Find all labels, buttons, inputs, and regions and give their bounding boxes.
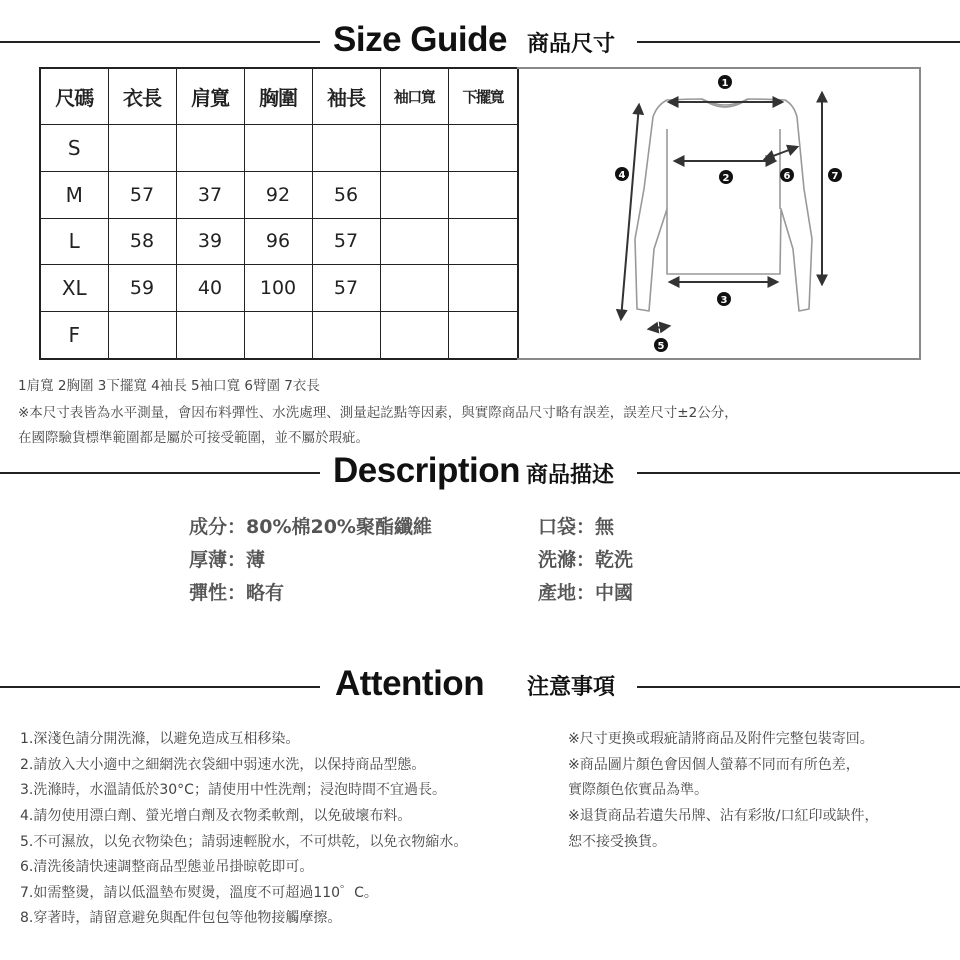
table-row [40, 311, 518, 359]
care-instruction-item: 6.清洗後請快速調整商品型態並吊掛晾乾即可。 [20, 859, 314, 875]
return-policy-item: 實際顏色依實品為準。 [568, 782, 708, 798]
table-cell [380, 172, 448, 219]
header-cell-hem: 下擺寬 [448, 68, 518, 125]
table-cell [176, 311, 244, 359]
care-instruction-item: 4.請勿使用漂白劑、螢光增白劑及衣物柔軟劑，以免破壞布料。 [20, 808, 412, 824]
marker-3-icon [717, 292, 731, 306]
arm-circumference-arrow [765, 147, 797, 159]
header-cell-length: 衣長 [108, 68, 176, 125]
care-instruction-item: 2.請放入大小適中之細網洗衣袋細中弱速水洗，以保持商品型態。 [20, 757, 426, 773]
header-cell-sleeve: 袖長 [312, 68, 380, 125]
table-cell: 100 [244, 265, 312, 312]
marker-2-icon [719, 170, 733, 184]
svg-text:3: 3 [720, 295, 728, 306]
marker-5-icon [654, 338, 668, 352]
size-guide-title: Size Guide [333, 20, 507, 59]
header-cell-shoulder: 肩寬 [176, 68, 244, 125]
table-cell [312, 125, 380, 172]
table-cell: 96 [244, 218, 312, 265]
garment-measurement-diagram [517, 67, 921, 360]
table-cell: F [40, 311, 108, 359]
table-cell: 59 [108, 265, 176, 312]
header-cell-cuff: 袖口寬 [380, 68, 448, 125]
svg-text:2: 2 [722, 173, 730, 184]
svg-text:4: 4 [618, 170, 626, 181]
care-instruction-item: 5.不可濕放，以免衣物染色；請弱速輕脫水，不可烘乾，以免衣物縮水。 [20, 834, 468, 850]
origin-info: 產地：中國 [538, 582, 634, 604]
size-guide-rule-right [637, 41, 960, 43]
table-cell [448, 125, 518, 172]
marker-1-icon [718, 75, 732, 89]
description-title: Description [333, 451, 521, 490]
table-cell: 39 [176, 218, 244, 265]
washing-info: 洗滌：乾洗 [538, 549, 634, 571]
size-table [39, 67, 519, 360]
table-cell [448, 311, 518, 359]
table-cell: M [40, 172, 108, 219]
measurement-note-line-2: 在國際驗貨標準範圍都是屬於可接受範圍，並不屬於瑕疵。 [18, 430, 369, 446]
table-cell [108, 125, 176, 172]
table-cell [448, 265, 518, 312]
attention-rule-right [637, 686, 960, 688]
table-cell [380, 311, 448, 359]
header-cell-chest: 胸圍 [244, 68, 312, 125]
marker-6-icon [780, 168, 794, 182]
marker-4-icon [615, 167, 629, 181]
elasticity-info: 彈性：略有 [189, 582, 285, 604]
long-sleeve-shirt-icon [517, 69, 921, 362]
table-cell: 57 [108, 172, 176, 219]
table-cell [244, 311, 312, 359]
size-guide-rule-left [0, 41, 320, 43]
table-cell: 57 [312, 218, 380, 265]
table-cell [312, 311, 380, 359]
table-cell: XL [40, 265, 108, 312]
table-cell [380, 218, 448, 265]
table-cell: 57 [312, 265, 380, 312]
table-cell: 37 [176, 172, 244, 219]
table-cell [448, 172, 518, 219]
table-cell [244, 125, 312, 172]
table-row [40, 218, 518, 265]
return-policy-item: ※退貨商品若遺失吊牌、沾有彩妝/口紅印或缺件， [568, 808, 879, 824]
size-guide-subtitle: 商品尺寸 [527, 32, 616, 57]
svg-text:5: 5 [657, 341, 665, 352]
description-subtitle: 商品描述 [526, 463, 615, 488]
description-rule-right [637, 472, 960, 474]
table-cell: 56 [312, 172, 380, 219]
pocket-info: 口袋：無 [538, 516, 615, 538]
care-instruction-item: 1.深淺色請分開洗滌，以避免造成互相移染。 [20, 731, 300, 747]
measurement-legend: 1肩寬 2胸圍 3下擺寬 4袖長 5袖口寬 6臂圍 7衣長 [18, 378, 320, 394]
thickness-info: 厚薄：薄 [189, 549, 266, 571]
table-cell: L [40, 218, 108, 265]
size-table-header-row [40, 68, 518, 125]
return-policy-item: ※尺寸更換或瑕疵請將商品及附件完整包裝寄回。 [568, 731, 874, 747]
svg-text:1: 1 [721, 78, 729, 89]
svg-text:7: 7 [831, 171, 839, 182]
measurement-note-line-1: ※本尺寸表皆為水平測量，會因布料彈性、水洗處理、測量起訖點等因素，與實際商品尺寸略有誤差，誤差尺寸±2公分， [18, 405, 738, 421]
description-rule-left [0, 472, 320, 474]
table-cell [380, 125, 448, 172]
table-row [40, 172, 518, 219]
table-cell [380, 265, 448, 312]
table-cell: 40 [176, 265, 244, 312]
cuff-width-arrow [649, 326, 669, 329]
care-instruction-item: 3.洗滌時，水溫請低於30°C；請使用中性洗劑；浸泡時間不宜過長。 [20, 782, 446, 798]
return-policy-item: ※商品圖片顏色會因個人螢幕不同而有所色差， [568, 757, 860, 773]
care-instruction-item: 7.如需整燙，請以低溫墊布熨燙，溫度不可超過110゜C。 [20, 885, 378, 901]
attention-subtitle: 注意事項 [527, 675, 616, 700]
table-cell [108, 311, 176, 359]
return-policy-item: 恕不接受換貨。 [568, 834, 666, 850]
attention-title: Attention [335, 664, 485, 703]
svg-text:6: 6 [783, 171, 791, 182]
table-row [40, 265, 518, 312]
attention-rule-left [0, 686, 320, 688]
material-info: 成分：80%棉20%聚酯纖維 [189, 516, 432, 538]
table-row [40, 125, 518, 172]
marker-7-icon [828, 168, 842, 182]
table-cell [176, 125, 244, 172]
table-cell: 92 [244, 172, 312, 219]
care-instruction-item: 8.穿著時，請留意避免與配件包包等他物接觸摩擦。 [20, 910, 342, 926]
table-cell [448, 218, 518, 265]
header-cell-size: 尺碼 [40, 68, 108, 125]
table-cell: S [40, 125, 108, 172]
table-cell: 58 [108, 218, 176, 265]
